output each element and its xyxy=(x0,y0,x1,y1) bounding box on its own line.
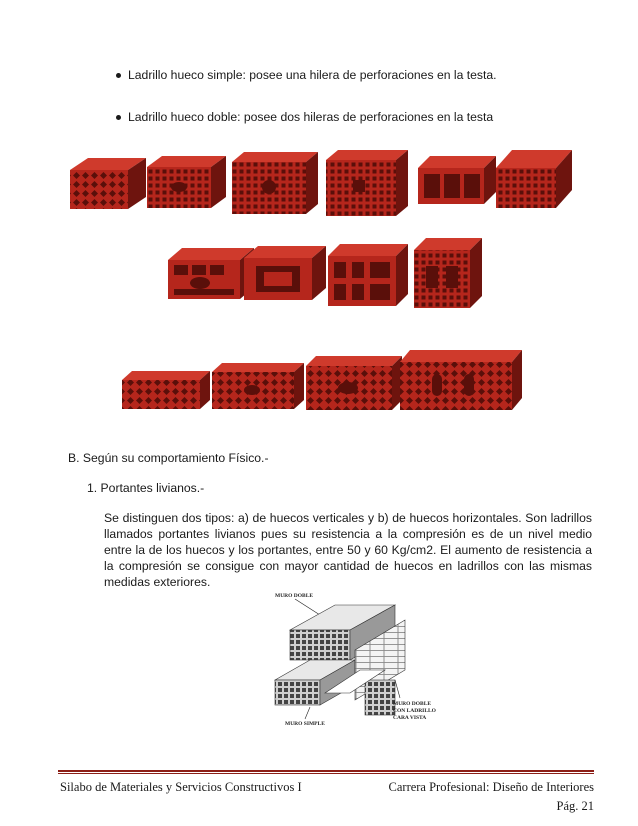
wall-label-top: MURO DOBLE xyxy=(275,593,314,599)
brick-11 xyxy=(122,371,210,409)
brick-9 xyxy=(328,244,408,306)
wall-label-simple: MURO SIMPLE xyxy=(285,721,325,727)
wall-label-right-1: MURO DOBLE xyxy=(393,701,432,707)
page-number: Pág. 21 xyxy=(556,799,594,813)
footer-divider xyxy=(58,770,594,772)
brick-8 xyxy=(244,246,326,300)
brick-6 xyxy=(496,150,572,208)
brick-4 xyxy=(326,150,408,216)
brick-5 xyxy=(418,156,496,204)
brick-10 xyxy=(414,238,482,308)
wall-assembly-illustration xyxy=(265,585,445,735)
brick-3 xyxy=(232,152,318,214)
footer-divider-thin xyxy=(58,773,594,774)
footer-course-title: Silabo de Materiales y Servicios Constructivos I xyxy=(60,780,302,794)
brick-14 xyxy=(400,350,522,410)
bullet-text: Ladrillo hueco simple: posee una hilera de perforaciones en la testa. xyxy=(128,68,497,82)
brick-12 xyxy=(212,363,304,409)
brick-7 xyxy=(168,248,254,299)
footer-program: Carrera Profesional: Diseño de Interiores xyxy=(388,780,594,794)
section-heading: B. Según su comportamiento Físico.- xyxy=(68,451,269,465)
wall-label-right-3: CARA VISTA xyxy=(393,715,427,721)
bullet-text: Ladrillo hueco doble: posee dos hileras de perforaciones en la testa xyxy=(128,110,494,124)
brick-2 xyxy=(147,156,226,208)
brick-1 xyxy=(70,158,146,209)
brick-13 xyxy=(306,356,402,410)
body-paragraph: Se distinguen dos tipos: a) de huecos verticales y b) de huecos horizontales. Son ladrillos llamados portantes livianos pues su resistencia a la compresión es de un nivel medio entre la de los huecos y los portantes, entre 50 y 60 Kg/cm2. El aumento de resistencia a la compresión se consigue con mayor cantidad de huecos en ladrillos con las mismas medidas exteriores. xyxy=(104,511,592,589)
subsection-heading: 1. Portantes livianos.- xyxy=(87,481,205,495)
wall-label-right-2: CON LADRILLO xyxy=(393,708,436,714)
